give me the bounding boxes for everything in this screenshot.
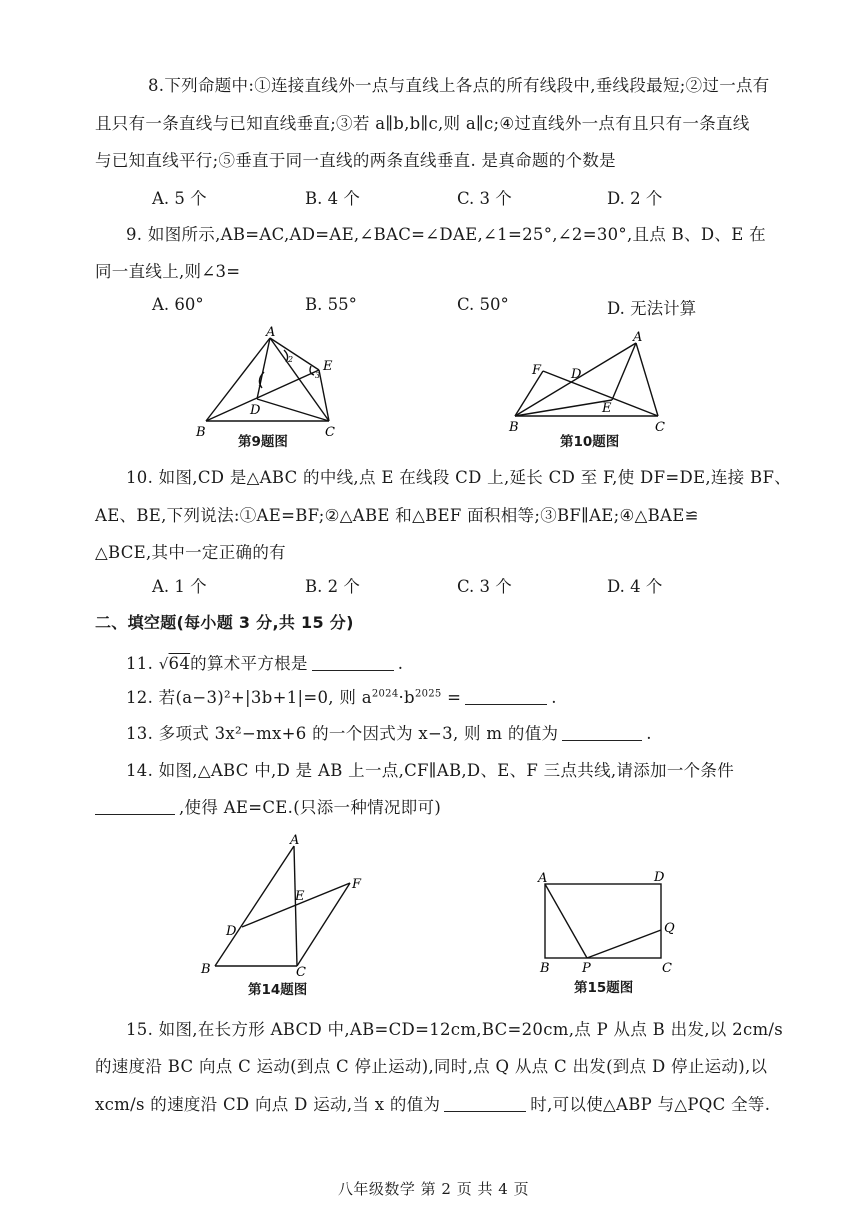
fig9-caption: 第9题图 bbox=[238, 434, 288, 450]
q14-answer-blank[interactable] bbox=[95, 798, 175, 815]
fig15-point-q: Q bbox=[664, 921, 675, 936]
figure-10 bbox=[505, 328, 675, 450]
q8-line3: 与已知直线平行;⑤垂直于同一直线的两条直线垂直. 是真命题的个数是 bbox=[95, 151, 616, 170]
fig10-caption: 第10题图 bbox=[560, 434, 620, 450]
fig15-point-d: D bbox=[654, 870, 665, 885]
page-footer: 八年级数学 第 2 页 共 4 页 bbox=[337, 1180, 530, 1198]
q10-line2: AE、BE,下列说法:①AE=BF;②△ABE 和△BEF 面积相等;③BF∥AE;④△BAE≌ bbox=[95, 506, 699, 525]
q14-line1: 14. 如图,△ABC 中,D 是 AB 上一点,CF∥AB,D、E、F 三点共线,请添加一个条件 bbox=[126, 761, 735, 780]
q11: 11. √64的算术平方根是 . bbox=[126, 654, 404, 673]
fig9-angle-2: 2 bbox=[288, 355, 294, 364]
fig10-point-f: F bbox=[532, 363, 542, 378]
q9-line1: 9. 如图所示,AB=AC,AD=AE,∠BAC=∠DAE,∠1=25°,∠2=30°,且点 B、D、E 在 bbox=[126, 225, 766, 244]
fig15-caption: 第15题图 bbox=[574, 980, 634, 996]
q13: 13. 多项式 3x²−mx+6 的一个因式为 x−3, 则 m 的值为 . bbox=[126, 724, 652, 743]
fig9-point-a: A bbox=[266, 325, 276, 340]
q12: 12. 若(a−3)²+|3b+1|=0, 则 $a^{2024}\cdot b^{2025}$ = . bbox=[126, 688, 557, 707]
fig9-angle-3: 3 bbox=[315, 371, 321, 380]
q8-option-a: A. 5 个 bbox=[152, 189, 207, 208]
figure-15 bbox=[532, 868, 682, 998]
fig15-point-b: B bbox=[540, 961, 550, 976]
fig14-point-d: D bbox=[226, 924, 237, 939]
q8-line1: 8.下列命题中:①连接直线外一点与直线上各点的所有线段中,垂线段最短;②过一点有 bbox=[148, 76, 770, 95]
fig10-point-d: D bbox=[571, 367, 582, 382]
q10-option-c: C. 3 个 bbox=[457, 577, 512, 596]
q14-line2: ,使得 AE=CE.(只添一种情况即可) bbox=[95, 794, 867, 818]
fig14-point-a: A bbox=[290, 833, 300, 848]
q10-line1: 10. 如图,CD 是△ABC 的中线,点 E 在线段 CD 上,延长 CD 至 F,使 DF=DE,连接 BF、 bbox=[126, 468, 791, 487]
fig10-point-c: C bbox=[655, 420, 665, 435]
q10-option-a: A. 1 个 bbox=[152, 577, 207, 596]
q9-option-d: D. 无法计算 bbox=[607, 299, 697, 318]
q10-option-d: D. 4 个 bbox=[607, 577, 663, 596]
q15-answer-blank[interactable] bbox=[444, 1095, 526, 1112]
section-2-title: 二、填空题(每小题 3 分,共 15 分) bbox=[95, 613, 354, 632]
q9-option-b: B. 55° bbox=[305, 295, 357, 314]
fig14-point-f: F bbox=[352, 877, 362, 892]
fig14-point-b: B bbox=[201, 962, 211, 977]
fig14-point-c: C bbox=[296, 965, 306, 980]
q8-line2: 且只有一条直线与已知直线垂直;③若 a∥b,b∥c,则 a∥c;④过直线外一点有且只有一条直线 bbox=[95, 114, 750, 133]
q10-line3: △BCE,其中一定正确的有 bbox=[95, 543, 286, 562]
q13-answer-blank[interactable] bbox=[562, 724, 642, 741]
q15-line3: xcm/s 的速度沿 CD 向点 D 运动,当 x 的值为 时,可以使△ABP 与△PQC 全等. bbox=[95, 1095, 771, 1114]
fig9-point-c: C bbox=[325, 425, 335, 440]
figure-9 bbox=[190, 325, 350, 450]
q15-line1: 15. 如图,在长方形 ABCD 中,AB=CD=12cm,BC=20cm,点 P 从点 B 出发,以 2cm/s bbox=[126, 1020, 784, 1039]
fig9-point-e: E bbox=[323, 359, 333, 374]
fig15-point-a: A bbox=[538, 871, 548, 886]
q9-option-a: A. 60° bbox=[152, 295, 204, 314]
q9-option-c: C. 50° bbox=[457, 295, 509, 314]
q10-option-b: B. 2 个 bbox=[305, 577, 360, 596]
fig14-caption: 第14题图 bbox=[248, 982, 308, 998]
figure-14 bbox=[198, 832, 378, 1002]
q8-option-d: D. 2 个 bbox=[607, 189, 663, 208]
q8-option-b: B. 4 个 bbox=[305, 189, 360, 208]
fig9-angle-1: 1 bbox=[258, 379, 264, 388]
fig10-point-e: E bbox=[602, 401, 612, 416]
fig9-point-b: B bbox=[196, 425, 206, 440]
q8-option-c: C. 3 个 bbox=[457, 189, 512, 208]
fig14-point-e: E bbox=[295, 889, 305, 904]
fig10-point-b: B bbox=[509, 420, 519, 435]
fig15-point-p: P bbox=[582, 961, 591, 976]
q11-answer-blank[interactable] bbox=[312, 654, 394, 671]
q15-line2: 的速度沿 BC 向点 C 运动(到点 C 停止运动),同时,点 Q 从点 C 出发(到点 D 停止运动),以 bbox=[95, 1057, 768, 1076]
q9-line2: 同一直线上,则∠3= bbox=[95, 262, 241, 281]
fig10-point-a: A bbox=[633, 330, 643, 345]
fig9-point-d: D bbox=[250, 403, 261, 418]
fig15-point-c: C bbox=[662, 961, 672, 976]
q12-answer-blank[interactable] bbox=[465, 688, 547, 705]
